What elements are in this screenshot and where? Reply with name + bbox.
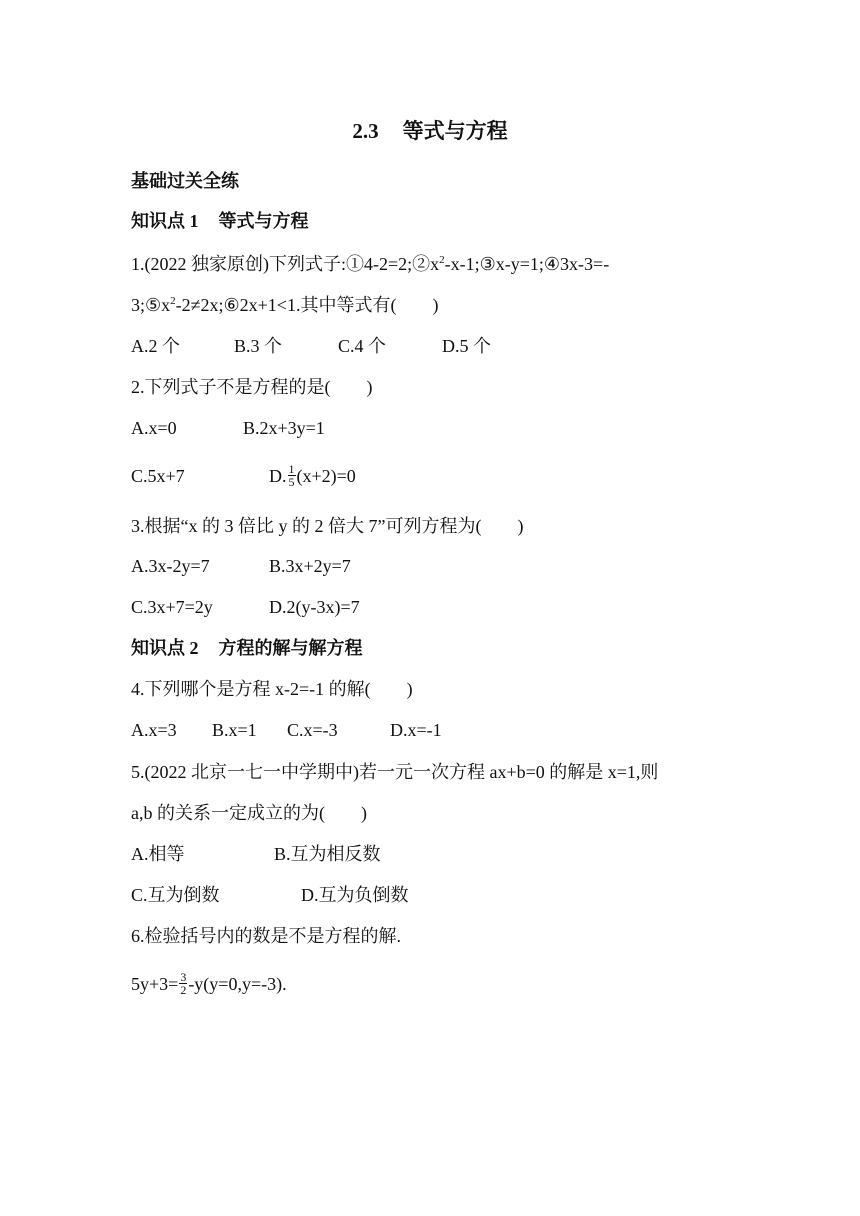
question-1-line-1: [131, 253, 609, 275]
q1-text-a: 1.(2022 独家原创)下列式子:①4-2=2;②x: [131, 254, 440, 274]
q6-fraction-denominator: 2: [180, 983, 187, 998]
question-1-options: [131, 335, 781, 357]
knowledge-point-text: 方程的解与解方程: [218, 638, 363, 658]
q1-option-c[interactable]: C.4 个: [338, 336, 387, 356]
title-text: 等式与方程: [402, 119, 508, 143]
q5-option-c[interactable]: C.互为倒数: [131, 885, 220, 905]
question-6-stem: 6.检验括号内的数是不是方程的解.: [131, 926, 401, 946]
q5-option-b[interactable]: B.互为相反数: [274, 844, 381, 864]
question-5-options-row-1: [131, 843, 781, 865]
q4-option-a[interactable]: A.x=3: [131, 720, 177, 740]
question-3-options-row-1: [131, 555, 781, 577]
q2-option-d[interactable]: [269, 462, 356, 490]
knowledge-point-label: 知识点 1: [131, 211, 199, 231]
question-6-expression: [131, 970, 287, 998]
knowledge-point-2: [131, 637, 363, 659]
q1-text-c: 3;⑤x: [131, 295, 171, 315]
question-5-line-2: a,b 的关系一定成立的为( ): [131, 803, 367, 823]
question-3-options-row-2: [131, 596, 781, 618]
q3-option-b[interactable]: B.3x+2y=7: [269, 556, 351, 576]
q3-option-d[interactable]: D.2(y-3x)=7: [269, 597, 360, 617]
question-3-stem: 3.根据“x 的 3 倍比 y 的 2 倍大 7”可列方程为( ): [131, 516, 524, 536]
question-5-options-row-2: [131, 884, 781, 906]
question-2-stem: 2.下列式子不是方程的是( ): [131, 377, 373, 397]
question-2-options-row-2: [131, 462, 781, 490]
question-4-options: [131, 719, 781, 741]
q4-option-b[interactable]: B.x=1: [212, 720, 257, 740]
section-heading: 基础过关全练: [131, 171, 239, 191]
title-number: 2.3: [352, 119, 379, 143]
q1-text-b: -x-1;③x-y=1;④3x-3=-: [444, 254, 610, 274]
q1-text-d: -2≠2x;⑥2x+1<1.其中等式有( ): [175, 295, 439, 315]
q1-option-b[interactable]: B.3 个: [234, 336, 283, 356]
q1-option-a[interactable]: A.2 个: [131, 336, 180, 356]
page-title: [0, 120, 860, 142]
knowledge-point-text: 等式与方程: [218, 211, 309, 231]
q2-fraction-denominator: 5: [288, 475, 295, 490]
q6-expr-suffix: -y(y=0,y=-3).: [188, 974, 287, 994]
q4-option-d[interactable]: D.x=-1: [390, 720, 442, 740]
knowledge-point-label: 知识点 2: [131, 638, 199, 658]
q5-option-a[interactable]: A.相等: [131, 844, 185, 864]
q1-superscript-2: 2: [170, 295, 176, 307]
question-1-line-2: [131, 294, 438, 316]
q3-option-c[interactable]: C.3x+7=2y: [131, 597, 213, 617]
q2-option-c[interactable]: C.5x+7: [131, 466, 185, 486]
q2-option-a[interactable]: A.x=0: [131, 418, 177, 438]
q6-fraction-numerator: 3: [180, 970, 187, 985]
knowledge-point-1: [131, 210, 309, 232]
q3-option-a[interactable]: A.3x-2y=7: [131, 556, 210, 576]
question-4-stem: 4.下列哪个是方程 x-2=-1 的解( ): [131, 679, 413, 699]
q2-option-b[interactable]: B.2x+3y=1: [243, 418, 325, 438]
q6-fraction: [179, 971, 187, 996]
q1-superscript: 2: [439, 254, 445, 266]
question-5-line-1: 5.(2022 北京一七一中学期中)若一元一次方程 ax+b=0 的解是 x=1,则: [131, 762, 659, 782]
question-2-options-row-1: [131, 417, 781, 439]
q2-option-d-suffix: (x+2)=0: [296, 466, 356, 486]
q2-option-d-prefix: D.: [269, 466, 287, 486]
q4-option-c[interactable]: C.x=-3: [287, 720, 338, 740]
q1-option-d[interactable]: D.5 个: [442, 336, 491, 356]
q5-option-d[interactable]: D.互为负倒数: [301, 885, 409, 905]
q2-fraction-numerator: 1: [288, 462, 295, 477]
q6-expr-prefix: 5y+3=: [131, 974, 179, 994]
q2-fraction: [288, 463, 296, 488]
